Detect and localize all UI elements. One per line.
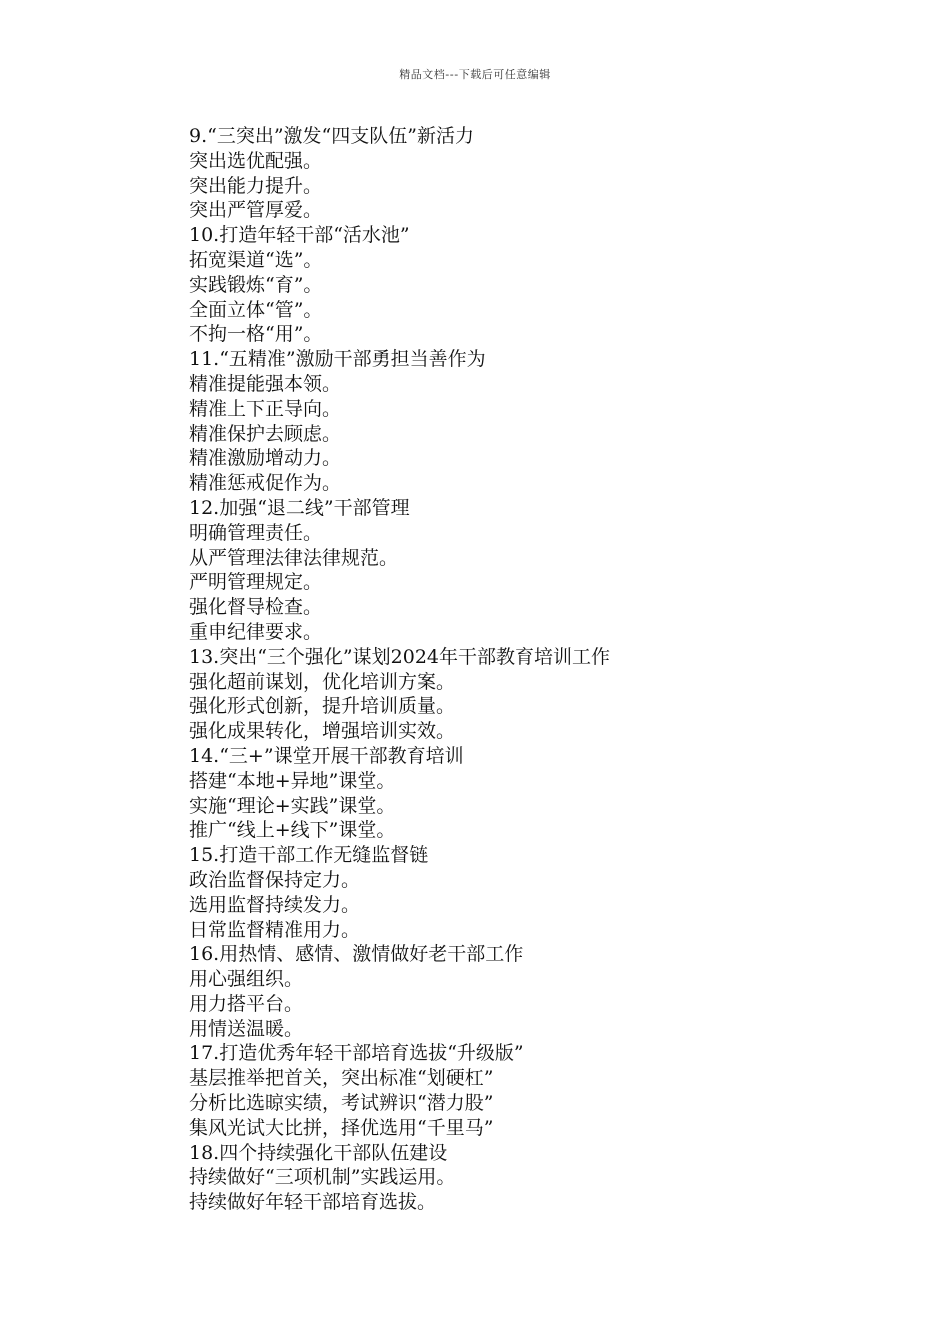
text-line: 严明管理规定。 xyxy=(189,571,323,594)
heading-item-9: 9.“三突出”激发“四支队伍”新活力 xyxy=(189,125,474,147)
text-line: 精准激励增动力。 xyxy=(189,447,342,470)
text-line: 选用监督持续发力。 xyxy=(189,893,361,916)
text-line: 精准提能强本领。 xyxy=(189,372,342,395)
heading-item-15: 15.打造干部工作无缝监督链 xyxy=(189,844,429,867)
text-line: 政治监督保持定力。 xyxy=(189,868,361,891)
text-line: 重申纪律要求。 xyxy=(189,620,323,643)
heading-item-11: 11.“五精准”激励干部勇担当善作为 xyxy=(189,348,486,371)
heading-item-18: 18.四个持续强化干部队伍建设 xyxy=(189,1141,448,1164)
text-line: 精准保护去顾虑。 xyxy=(189,422,342,445)
text-line: 拓宽渠道“选”。 xyxy=(189,248,323,271)
text-line: 持续做好年轻干部培育选拔。 xyxy=(189,1191,437,1214)
document-body xyxy=(189,124,829,1215)
heading-item-17: 17.打造优秀年轻干部培育选拔“升级版” xyxy=(189,1042,524,1065)
text-line: 突出严管厚爱。 xyxy=(189,199,323,222)
text-line: 日常监督精准用力。 xyxy=(189,918,361,941)
text-line: 不拘一格“用”。 xyxy=(189,323,323,346)
text-line: 实施“理论+实践”课堂。 xyxy=(189,794,396,817)
text-line: 基层推举把首关，突出标准“划硬杠” xyxy=(189,1067,494,1090)
page-header: 精品文档---下载后可任意编辑 xyxy=(399,68,551,81)
text-line: 推广“线上+线下”课堂。 xyxy=(189,819,396,842)
text-line: 精准惩戒促作为。 xyxy=(189,472,342,495)
text-line: 强化成果转化，增强培训实效。 xyxy=(189,720,456,743)
text-line: 强化超前谋划，优化培训方案。 xyxy=(189,670,456,693)
heading-item-14: 14.“三+”课堂开展干部教育培训 xyxy=(189,744,464,767)
text-line: 强化督导检查。 xyxy=(189,596,323,619)
heading-item-12: 12.加强“退二线”干部管理 xyxy=(189,496,410,519)
text-line: 分析比选晾实绩，考试辨识“潜力股” xyxy=(189,1092,494,1115)
text-line: 用力搭平台。 xyxy=(189,992,304,1015)
text-line: 实践锻炼“育”。 xyxy=(189,273,323,296)
text-line: 用情送温暖。 xyxy=(189,1017,304,1040)
text-line: 持续做好“三项机制”实践运用。 xyxy=(189,1166,456,1189)
heading-item-13: 13.突出“三个强化”谋划2024年干部教育培训工作 xyxy=(189,645,610,668)
text-line: 搭建“本地+异地”课堂。 xyxy=(189,769,396,792)
text-line: 突出选优配强。 xyxy=(189,149,323,172)
heading-item-16: 16.用热情、感情、激情做好老干部工作 xyxy=(189,943,524,966)
text-line: 全面立体“管”。 xyxy=(189,298,323,321)
heading-item-10: 10.打造年轻干部“活水池” xyxy=(189,224,410,247)
text-line: 突出能力提升。 xyxy=(189,174,323,197)
text-line: 精准上下正导向。 xyxy=(189,397,342,420)
text-line: 从严管理法律法律规范。 xyxy=(189,546,399,569)
text-line: 明确管理责任。 xyxy=(189,521,323,544)
text-line: 强化形式创新，提升培训质量。 xyxy=(189,695,456,718)
text-line: 用心强组织。 xyxy=(189,968,304,991)
text-line: 集风光试大比拼，择优选用“千里马” xyxy=(189,1116,494,1139)
